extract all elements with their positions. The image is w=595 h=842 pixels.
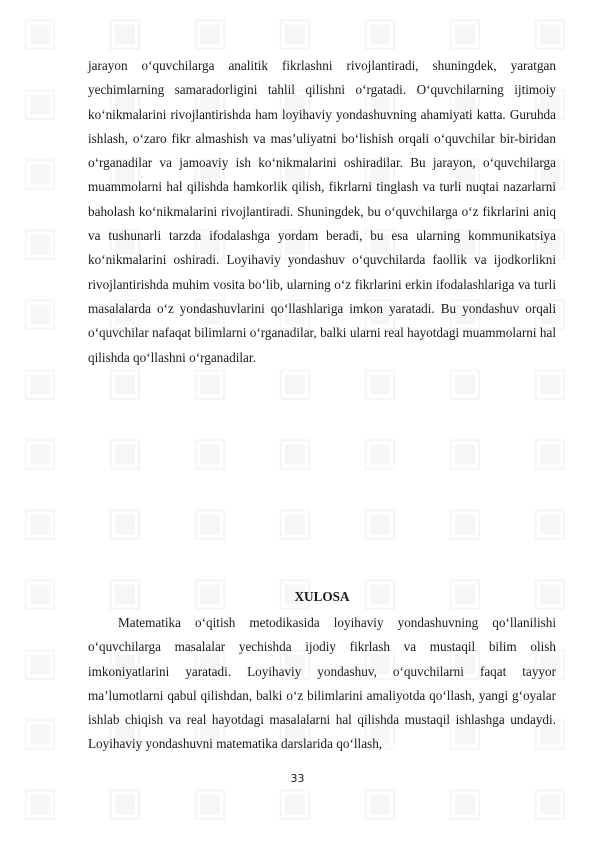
watermark-mark xyxy=(10,150,70,194)
watermark-mark xyxy=(95,500,155,544)
body-text-conclusion xyxy=(88,611,556,757)
watermark-mark xyxy=(265,430,325,474)
body-text-top xyxy=(88,54,556,370)
watermark-mark xyxy=(350,500,410,544)
watermark-mark xyxy=(10,10,70,54)
watermark-mark xyxy=(10,430,70,474)
watermark-mark xyxy=(520,500,580,544)
watermark-mark xyxy=(435,10,495,54)
watermark-mark xyxy=(350,430,410,474)
watermark-mark xyxy=(10,290,70,334)
watermark-mark xyxy=(10,360,70,404)
watermark-mark xyxy=(180,500,240,544)
watermark-mark xyxy=(10,500,70,544)
watermark-mark xyxy=(10,640,70,684)
watermark-mark xyxy=(435,780,495,824)
watermark-mark xyxy=(95,10,155,54)
watermark-mark xyxy=(265,780,325,824)
watermark-mark xyxy=(350,10,410,54)
watermark-mark xyxy=(520,780,580,824)
paragraph-conclusion: Matematika o‘qitish metodikasida loyihaviy yondashuvning qo‘llanilishi o‘quvchilarga masalalar yechishda ijodiy fikrlash va mustaqil bilim olish imkoniyatlarini yaratadi. Loyihaviy yondashuv, o‘quvchilarni faqat tayyor ma’lumotlarni qabul qilishdan, balki o‘z bilimlarini amaliyotda qo‘llash, yangi g‘oyalar ishlab chiqish va real hayotdagi masalalarni hal qilishda mustaqil ishlashga undaydi. Loyihaviy yondashuvni matematika darslarida qo‘llash, xyxy=(88,615,556,752)
watermark-mark xyxy=(520,10,580,54)
watermark-mark xyxy=(180,10,240,54)
watermark-mark xyxy=(265,10,325,54)
section-heading: XULOSA xyxy=(294,589,350,604)
watermark-mark xyxy=(350,780,410,824)
watermark-mark xyxy=(10,780,70,824)
watermark-mark xyxy=(435,430,495,474)
watermark-mark xyxy=(10,710,70,754)
paragraph-continuation: jarayon o‘quvchilarga analitik fikrlashni rivojlantiradi, shuningdek, yaratgan yechimlarning samaradorligini tahlil qilishni o‘rgatadi. O‘quvchilarning ijtimoiy ko‘nikmalarini rivojlantirishda ham loyihaviy yondashuvning ahamiyati katta. Guruhda ishlash, o‘zaro fikr almashish va mas’uliyatni bo‘lishish orqali o‘quvchilar bir-biridan o‘rganadilar va jamoaviy ish ko‘nikmalarini oshiradilar. Bu jarayon, o‘quvchilarga muammolarni hal qilishda hamkorlik qilish, fikrlarni tinglash va turli nuqtai nazarlarni baholash ko‘nikmalarini rivojlantiradi. Shuningdek, bu o‘quvchilarga o‘z fikrlarini aniq va tushunarli tarzda ifodalashga yordam beradi, bu esa ularning kommunikatsiya ko‘nikmalarini oshiradi. Loyihaviy yondashuv o‘quvchilarda faollik va ijodkorlikni rivojlantirishda muhim vosita bo‘lib, ularning o‘z fikrlarini erkin ifodalashlariga va turli masalalarda o‘z yondashuvlarini qo‘llashlariga imkon yaratadi. Bu yondashuv orqali o‘quvchilar nafaqat bilimlarni o‘rganadilar, balki ularni real hayotdagi muammolarni hal qilishda qo‘llashni o‘rganadilar. xyxy=(88,58,556,365)
watermark-mark xyxy=(10,570,70,614)
watermark-mark xyxy=(180,780,240,824)
page-number: 33 xyxy=(290,772,305,785)
watermark-mark xyxy=(265,500,325,544)
watermark-mark xyxy=(180,430,240,474)
watermark-mark xyxy=(95,780,155,824)
watermark-mark xyxy=(10,80,70,124)
watermark-mark xyxy=(435,500,495,544)
watermark-mark xyxy=(95,430,155,474)
watermark-mark xyxy=(520,430,580,474)
watermark-mark xyxy=(10,220,70,264)
